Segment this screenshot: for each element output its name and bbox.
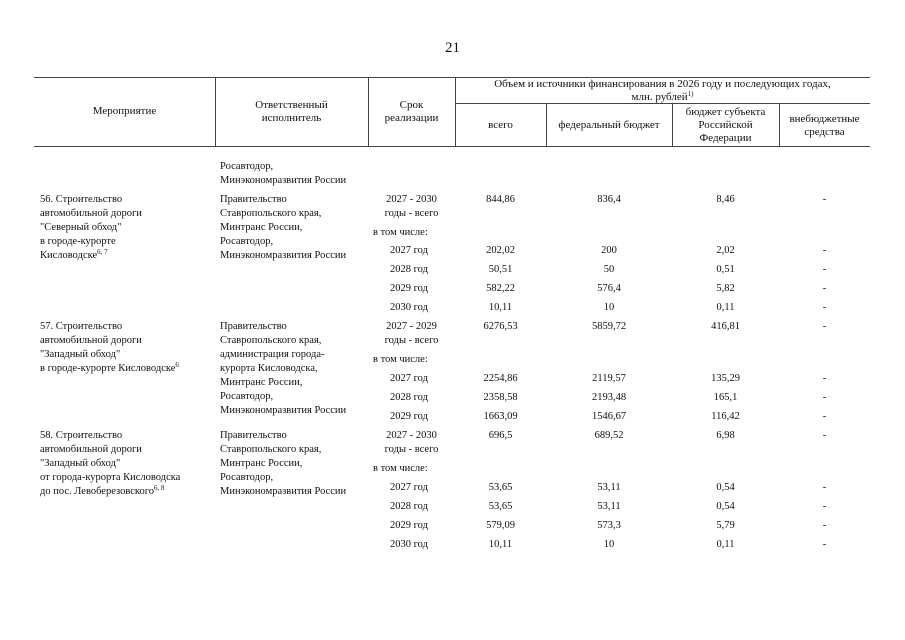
- row-57-year-federal: 2193,48: [591, 392, 627, 403]
- row-58-year-extra: -: [822, 539, 827, 550]
- header-total: всего: [488, 119, 513, 131]
- row-58-responsible: Правительство Ставропольского края, Минтранс России, Росавтодор, Минэкономразвития России: [220, 430, 347, 497]
- row-56-federal: 836,4: [597, 194, 621, 205]
- row-58-federal: 689,52: [594, 430, 624, 441]
- row-57-event: 57. Строительство автомобильной дороги "Западный обход" в городе-курорте Кисловодске$^6$: [40, 321, 179, 374]
- row-58-year-subject: 0,54: [716, 482, 735, 493]
- row-58-year-total: 579,09: [486, 520, 515, 531]
- row-57-year-total: 2254,86: [483, 373, 518, 384]
- row-58-year-federal: 53,11: [597, 482, 621, 493]
- row-58-year: 2027 год: [390, 482, 428, 493]
- row-56-year: 2027 год: [390, 245, 428, 256]
- row-56-year-extra: -: [822, 264, 827, 275]
- row-57-year-federal: 2119,57: [592, 373, 626, 384]
- row-57-year-total: 1663,09: [483, 411, 518, 422]
- header-bottom-rule: [34, 146, 870, 147]
- row-58-year: 2029 год: [390, 520, 428, 531]
- row-58-year-federal: 53,11: [597, 501, 621, 512]
- row-56-year-total: 50,51: [488, 264, 513, 275]
- row-56-year-subject: 0,11: [716, 302, 735, 313]
- header-extra-budget: внебюджетные средства: [789, 113, 860, 138]
- row-58-year-subject: 0,11: [716, 539, 735, 550]
- row-56-year-federal: 10: [603, 302, 615, 313]
- page-number: 21: [445, 40, 460, 56]
- row-57-extra: -: [822, 321, 827, 332]
- row-56-year-extra: -: [822, 283, 827, 294]
- row-56-year-extra: -: [822, 302, 827, 313]
- header-funding: Объем и источники финансирования в 2026 году и последующих годах, млн. рублей$^{1)}$: [494, 78, 831, 103]
- row-57-year-extra: -: [822, 373, 827, 384]
- row-58-year-total: 53,65: [488, 482, 513, 493]
- row-58-extra: -: [822, 430, 827, 441]
- row-57-year-federal: 1546,67: [591, 411, 627, 422]
- row-56-year-federal: 50: [603, 264, 615, 275]
- row-57-term: 2027 - 2029 годы - всего: [384, 321, 439, 346]
- row-57-total: 6276,53: [483, 321, 518, 332]
- row-56-year-total: 202,02: [486, 245, 515, 256]
- row-58-term: 2027 - 2030 годы - всего: [384, 430, 439, 455]
- carry-over-responsible: Росавтодор, Минэкономразвития России: [220, 161, 347, 186]
- row-56-extra: -: [822, 194, 827, 205]
- row-56-year-total: 10,11: [488, 302, 513, 313]
- row-57-federal: 5859,72: [591, 321, 627, 332]
- row-58-year: 2028 год: [390, 501, 428, 512]
- row-58-total: 696,5: [488, 430, 513, 441]
- row-58-year-extra: -: [822, 482, 827, 493]
- row-57-year-extra: -: [822, 411, 827, 422]
- row-57-year-subject: 116,42: [711, 411, 740, 422]
- row-57-responsible: Правительство Ставропольского края, администрация города- курорта Кисловодска, Минтранс России, Росавтодор, Минэкономразвития России: [220, 321, 347, 416]
- row-56-year-subject: 0,51: [716, 264, 735, 275]
- header-term: Срок реализации: [384, 99, 439, 124]
- row-57-year-total: 2358,58: [483, 392, 518, 403]
- row-58-in-that-number: в том числе:: [373, 463, 428, 474]
- row-58-subject: 6,98: [716, 430, 735, 441]
- header-event: Мероприятие: [92, 105, 157, 117]
- row-58-year: 2030 год: [390, 539, 428, 550]
- row-57-in-that-number: в том числе:: [373, 354, 428, 365]
- row-56-term: 2027 - 2030 годы - всего: [384, 194, 439, 219]
- row-56-year-subject: 2,02: [716, 245, 735, 256]
- row-58-year-subject: 5,79: [716, 520, 735, 531]
- row-56-year-subject: 5,82: [716, 283, 735, 294]
- header-federal: федеральный бюджет: [558, 119, 660, 131]
- row-57-year-subject: 165,1: [713, 392, 738, 403]
- row-58-year-federal: 10: [603, 539, 615, 550]
- row-58-year-total: 10,11: [488, 539, 513, 550]
- header-subject-budget: бюджет субъекта Российской Федерации: [685, 106, 766, 144]
- row-58-year-subject: 0,54: [716, 501, 735, 512]
- row-57-year-subject: 135,29: [711, 373, 740, 384]
- row-58-year-extra: -: [822, 520, 827, 531]
- row-56-event: 56. Строительство автомобильной дороги "Северный обход" в городе-курорте Кисловодске$^{6, 7}$: [40, 194, 142, 261]
- row-58-year-total: 53,65: [488, 501, 513, 512]
- row-57-year: 2027 год: [390, 373, 428, 384]
- row-56-in-that-number: в том числе:: [373, 227, 428, 238]
- row-57-year-extra: -: [822, 392, 827, 403]
- row-58-year-federal: 573,3: [597, 520, 621, 531]
- row-56-year: 2029 год: [390, 283, 428, 294]
- row-56-year: 2028 год: [390, 264, 428, 275]
- row-56-year-federal: 200: [601, 245, 617, 256]
- row-56-year-federal: 576,4: [597, 283, 621, 294]
- row-57-subject: 416,81: [711, 321, 740, 332]
- row-56-subject: 8,46: [716, 194, 735, 205]
- row-57-year: 2029 год: [390, 411, 428, 422]
- row-56-responsible: Правительство Ставропольского края, Минтранс России, Росавтодор, Минэкономразвития России: [220, 194, 347, 261]
- header-responsible: Ответственный исполнитель: [255, 99, 328, 124]
- row-57-year: 2028 год: [390, 392, 428, 403]
- row-58-event: 58. Строительство автомобильной дороги "Западный обход" от города-курорта Кисловодска до пос. Левоберезовского$^{6, 8}$: [40, 430, 181, 497]
- row-56-total: 844,86: [486, 194, 515, 205]
- row-56-year-extra: -: [822, 245, 827, 256]
- row-56-year-total: 582,22: [486, 283, 515, 294]
- row-56-year: 2030 год: [390, 302, 428, 313]
- row-58-year-extra: -: [822, 501, 827, 512]
